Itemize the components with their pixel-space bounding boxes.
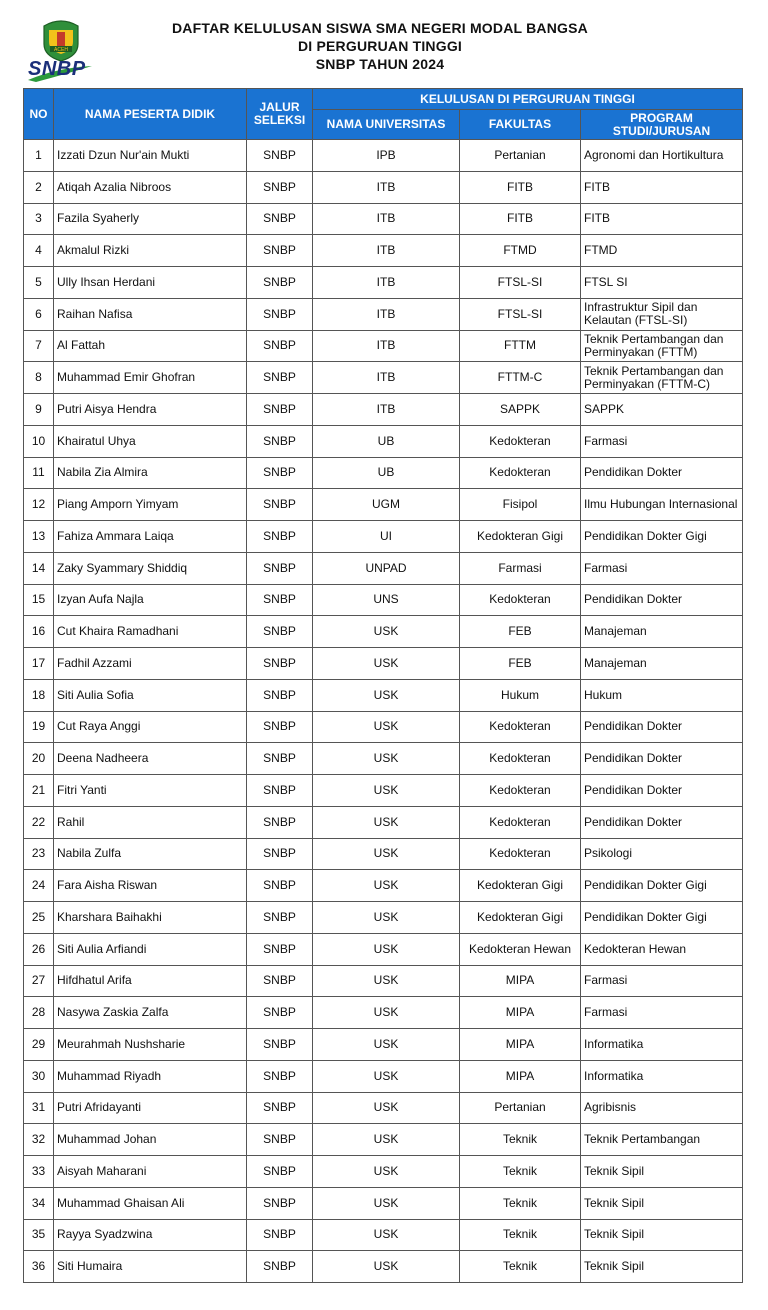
cell-fakultas: Teknik [460, 1124, 581, 1156]
table-row [24, 521, 743, 553]
cell-jalur: SNBP [247, 1124, 313, 1156]
cell-nama: Muhammad Emir Ghofran [54, 362, 247, 394]
header-jalur: JALUR SELEKSI [247, 89, 313, 140]
header-no: NO [24, 89, 54, 140]
cell-universitas: ITB [313, 330, 460, 362]
cell-program: Pendidikan Dokter [581, 584, 743, 616]
cell-program: Kedokteran Hewan [581, 933, 743, 965]
cell-fakultas: Teknik [460, 1251, 581, 1283]
snbp-logo [26, 14, 98, 80]
table-row [24, 362, 743, 394]
cell-no: 10 [24, 425, 54, 457]
cell-nama: Fitri Yanti [54, 775, 247, 807]
cell-nama: Rayya Syadzwina [54, 1219, 247, 1251]
cell-jalur: SNBP [247, 267, 313, 299]
cell-nama: Nabila Zulfa [54, 838, 247, 870]
cell-program: SAPPK [581, 394, 743, 426]
cell-universitas: USK [313, 806, 460, 838]
table-body [24, 140, 743, 1283]
cell-program: Pendidikan Dokter [581, 457, 743, 489]
cell-program: Teknik Pertambangan dan Perminyakan (FTTM) [581, 330, 743, 362]
table-row [24, 902, 743, 934]
table-row [24, 1251, 743, 1283]
cell-program: Agribisnis [581, 1092, 743, 1124]
cell-program: Infrastruktur Sipil dan Kelautan (FTSL-SI) [581, 298, 743, 330]
cell-program: Agronomi dan Hortikultura [581, 140, 743, 172]
cell-universitas: UB [313, 457, 460, 489]
cell-nama: Zaky Syammary Shiddiq [54, 552, 247, 584]
cell-no: 24 [24, 870, 54, 902]
cell-fakultas: FEB [460, 616, 581, 648]
header-fakultas: FAKULTAS [460, 110, 581, 140]
cell-jalur: SNBP [247, 679, 313, 711]
cell-program: Manajeman [581, 616, 743, 648]
cell-fakultas: FEB [460, 648, 581, 680]
cell-nama: Rahil [54, 806, 247, 838]
cell-no: 19 [24, 711, 54, 743]
cell-nama: Izyan Aufa Najla [54, 584, 247, 616]
cell-jalur: SNBP [247, 838, 313, 870]
cell-jalur: SNBP [247, 870, 313, 902]
cell-jalur: SNBP [247, 1029, 313, 1061]
table-row [24, 1219, 743, 1251]
cell-program: Informatika [581, 1029, 743, 1061]
cell-no: 30 [24, 1060, 54, 1092]
cell-no: 6 [24, 298, 54, 330]
cell-jalur: SNBP [247, 584, 313, 616]
cell-nama: Piang Amporn Yimyam [54, 489, 247, 521]
cell-fakultas: SAPPK [460, 394, 581, 426]
cell-jalur: SNBP [247, 902, 313, 934]
cell-fakultas: MIPA [460, 997, 581, 1029]
cell-fakultas: FTSL-SI [460, 298, 581, 330]
cell-no: 1 [24, 140, 54, 172]
cell-universitas: USK [313, 648, 460, 680]
cell-universitas: USK [313, 902, 460, 934]
table-row [24, 1092, 743, 1124]
cell-fakultas: MIPA [460, 965, 581, 997]
cell-jalur: SNBP [247, 235, 313, 267]
table-row [24, 616, 743, 648]
cell-jalur: SNBP [247, 1156, 313, 1188]
cell-nama: Siti Aulia Sofia [54, 679, 247, 711]
cell-jalur: SNBP [247, 775, 313, 807]
cell-nama: Fazila Syaherly [54, 203, 247, 235]
cell-universitas: USK [313, 1029, 460, 1061]
cell-fakultas: Pertanian [460, 1092, 581, 1124]
cell-nama: Raihan Nafisa [54, 298, 247, 330]
cell-fakultas: Kedokteran [460, 425, 581, 457]
cell-nama: Cut Raya Anggi [54, 711, 247, 743]
cell-nama: Hifdhatul Arifa [54, 965, 247, 997]
cell-nama: Ully Ihsan Herdani [54, 267, 247, 299]
cell-universitas: ITB [313, 235, 460, 267]
cell-jalur: SNBP [247, 997, 313, 1029]
cell-no: 18 [24, 679, 54, 711]
cell-no: 8 [24, 362, 54, 394]
title-line-1: DAFTAR KELULUSAN SISWA SMA NEGERI MODAL BANGSA [172, 20, 588, 36]
cell-fakultas: MIPA [460, 1060, 581, 1092]
cell-jalur: SNBP [247, 806, 313, 838]
cell-universitas: USK [313, 1060, 460, 1092]
table-row [24, 394, 743, 426]
svg-text:ACEH: ACEH [54, 47, 68, 53]
header-group: KELULUSAN DI PERGURUAN TINGGI [313, 89, 743, 110]
cell-program: Farmasi [581, 425, 743, 457]
cell-nama: Putri Afridayanti [54, 1092, 247, 1124]
title-line-3: SNBP TAHUN 2024 [315, 56, 445, 72]
cell-program: Teknik Sipil [581, 1219, 743, 1251]
cell-fakultas: MIPA [460, 1029, 581, 1061]
cell-no: 25 [24, 902, 54, 934]
table-row [24, 711, 743, 743]
cell-no: 35 [24, 1219, 54, 1251]
cell-universitas: USK [313, 1124, 460, 1156]
cell-no: 7 [24, 330, 54, 362]
cell-no: 14 [24, 552, 54, 584]
cell-jalur: SNBP [247, 1060, 313, 1092]
cell-no: 3 [24, 203, 54, 235]
cell-universitas: USK [313, 1219, 460, 1251]
cell-no: 21 [24, 775, 54, 807]
cell-nama: Muhammad Ghaisan Ali [54, 1187, 247, 1219]
table-row [24, 1124, 743, 1156]
cell-no: 34 [24, 1187, 54, 1219]
table-row [24, 870, 743, 902]
cell-nama: Khairatul Uhya [54, 425, 247, 457]
cell-fakultas: FITB [460, 203, 581, 235]
cell-universitas: USK [313, 1092, 460, 1124]
cell-fakultas: FTMD [460, 235, 581, 267]
cell-jalur: SNBP [247, 965, 313, 997]
cell-universitas: USK [313, 870, 460, 902]
table-row [24, 330, 743, 362]
cell-fakultas: Pertanian [460, 140, 581, 172]
cell-jalur: SNBP [247, 1187, 313, 1219]
cell-nama: Siti Aulia Arfiandi [54, 933, 247, 965]
table-row [24, 457, 743, 489]
table-row [24, 171, 743, 203]
cell-universitas: ITB [313, 171, 460, 203]
cell-no: 20 [24, 743, 54, 775]
cell-no: 32 [24, 1124, 54, 1156]
cell-program: Ilmu Hubungan Internasional [581, 489, 743, 521]
cell-jalur: SNBP [247, 616, 313, 648]
cell-universitas: UNPAD [313, 552, 460, 584]
cell-universitas: USK [313, 679, 460, 711]
cell-no: 15 [24, 584, 54, 616]
cell-fakultas: Kedokteran Gigi [460, 870, 581, 902]
cell-nama: Nasywa Zaskia Zalfa [54, 997, 247, 1029]
cell-program: Pendidikan Dokter [581, 775, 743, 807]
cell-fakultas: Kedokteran [460, 711, 581, 743]
table-row [24, 838, 743, 870]
cell-universitas: ITB [313, 298, 460, 330]
cell-program: Teknik Sipil [581, 1251, 743, 1283]
cell-jalur: SNBP [247, 521, 313, 553]
cell-fakultas: FTSL-SI [460, 267, 581, 299]
cell-jalur: SNBP [247, 203, 313, 235]
cell-program: FITB [581, 203, 743, 235]
cell-program: Teknik Pertambangan [581, 1124, 743, 1156]
cell-fakultas: Fisipol [460, 489, 581, 521]
cell-jalur: SNBP [247, 1219, 313, 1251]
cell-program: Farmasi [581, 997, 743, 1029]
cell-jalur: SNBP [247, 711, 313, 743]
cell-nama: Al Fattah [54, 330, 247, 362]
cell-universitas: USK [313, 1156, 460, 1188]
table-row [24, 1187, 743, 1219]
cell-program: Pendidikan Dokter [581, 743, 743, 775]
table-row [24, 997, 743, 1029]
cell-universitas: USK [313, 838, 460, 870]
table-row [24, 1060, 743, 1092]
cell-nama: Meurahmah Nushsharie [54, 1029, 247, 1061]
cell-nama: Putri Aisya Hendra [54, 394, 247, 426]
cell-nama: Nabila Zia Almira [54, 457, 247, 489]
cell-fakultas: Kedokteran [460, 775, 581, 807]
table-row [24, 203, 743, 235]
cell-jalur: SNBP [247, 394, 313, 426]
cell-program: Pendidikan Dokter [581, 711, 743, 743]
cell-program: Psikologi [581, 838, 743, 870]
cell-program: Hukum [581, 679, 743, 711]
cell-jalur: SNBP [247, 743, 313, 775]
cell-program: Informatika [581, 1060, 743, 1092]
table-row [24, 140, 743, 172]
table-row [24, 1029, 743, 1061]
cell-fakultas: FITB [460, 171, 581, 203]
cell-fakultas: Teknik [460, 1187, 581, 1219]
cell-no: 33 [24, 1156, 54, 1188]
cell-jalur: SNBP [247, 489, 313, 521]
cell-no: 2 [24, 171, 54, 203]
header-program: PROGRAM STUDI/JURUSAN [581, 110, 743, 140]
cell-universitas: USK [313, 711, 460, 743]
cell-universitas: USK [313, 933, 460, 965]
cell-no: 16 [24, 616, 54, 648]
cell-fakultas: Teknik [460, 1156, 581, 1188]
cell-universitas: UB [313, 425, 460, 457]
cell-nama: Deena Nadheera [54, 743, 247, 775]
cell-universitas: USK [313, 775, 460, 807]
cell-program: Pendidikan Dokter Gigi [581, 870, 743, 902]
cell-universitas: USK [313, 1187, 460, 1219]
cell-program: Teknik Pertambangan dan Perminyakan (FTTM-C) [581, 362, 743, 394]
cell-universitas: ITB [313, 203, 460, 235]
cell-jalur: SNBP [247, 362, 313, 394]
cell-program: Teknik Sipil [581, 1187, 743, 1219]
cell-universitas: ITB [313, 394, 460, 426]
cell-universitas: USK [313, 1251, 460, 1283]
cell-universitas: ITB [313, 362, 460, 394]
cell-program: Manajeman [581, 648, 743, 680]
cell-fakultas: Kedokteran [460, 584, 581, 616]
cell-nama: Muhammad Johan [54, 1124, 247, 1156]
cell-no: 31 [24, 1092, 54, 1124]
cell-no: 12 [24, 489, 54, 521]
cell-jalur: SNBP [247, 140, 313, 172]
header-universitas: NAMA UNIVERSITAS [313, 110, 460, 140]
table-row [24, 806, 743, 838]
cell-universitas: UNS [313, 584, 460, 616]
table-row [24, 933, 743, 965]
cell-no: 4 [24, 235, 54, 267]
table-row [24, 743, 743, 775]
cell-jalur: SNBP [247, 298, 313, 330]
cell-program: Teknik Sipil [581, 1156, 743, 1188]
cell-nama: Fahiza Ammara Laiqa [54, 521, 247, 553]
cell-nama: Izzati Dzun Nur'ain Mukti [54, 140, 247, 172]
aceh-emblem-icon [40, 16, 82, 62]
cell-jalur: SNBP [247, 648, 313, 680]
table-row [24, 425, 743, 457]
cell-fakultas: Kedokteran [460, 838, 581, 870]
table-row [24, 965, 743, 997]
cell-nama: Cut Khaira Ramadhani [54, 616, 247, 648]
cell-fakultas: FTTM [460, 330, 581, 362]
table-row [24, 267, 743, 299]
document-title [140, 19, 620, 73]
cell-program: Pendidikan Dokter [581, 806, 743, 838]
cell-fakultas: Kedokteran Gigi [460, 902, 581, 934]
cell-nama: Siti Humaira [54, 1251, 247, 1283]
table-row [24, 552, 743, 584]
table-row [24, 1156, 743, 1188]
cell-no: 17 [24, 648, 54, 680]
cell-no: 11 [24, 457, 54, 489]
cell-no: 27 [24, 965, 54, 997]
cell-jalur: SNBP [247, 425, 313, 457]
cell-fakultas: Hukum [460, 679, 581, 711]
cell-fakultas: Farmasi [460, 552, 581, 584]
cell-universitas: USK [313, 965, 460, 997]
cell-universitas: IPB [313, 140, 460, 172]
cell-no: 23 [24, 838, 54, 870]
cell-jalur: SNBP [247, 1251, 313, 1283]
cell-fakultas: Kedokteran [460, 806, 581, 838]
table-row [24, 679, 743, 711]
cell-nama: Kharshara Baihakhi [54, 902, 247, 934]
cell-universitas: UGM [313, 489, 460, 521]
cell-universitas: USK [313, 616, 460, 648]
cell-no: 5 [24, 267, 54, 299]
cell-nama: Akmalul Rizki [54, 235, 247, 267]
cell-no: 28 [24, 997, 54, 1029]
cell-program: FTMD [581, 235, 743, 267]
title-line-2: DI PERGURUAN TINGGI [297, 38, 463, 54]
table-row [24, 489, 743, 521]
cell-no: 9 [24, 394, 54, 426]
table-row [24, 584, 743, 616]
cell-nama: Fara Aisha Riswan [54, 870, 247, 902]
table-row [24, 775, 743, 807]
cell-universitas: UI [313, 521, 460, 553]
brand-logo-text: SNBP [28, 58, 86, 80]
cell-jalur: SNBP [247, 330, 313, 362]
cell-fakultas: Kedokteran Hewan [460, 933, 581, 965]
header-nama: NAMA PESERTA DIDIK [54, 89, 247, 140]
cell-program: Pendidikan Dokter Gigi [581, 902, 743, 934]
cell-nama: Fadhil Azzami [54, 648, 247, 680]
cell-jalur: SNBP [247, 933, 313, 965]
cell-program: Farmasi [581, 965, 743, 997]
cell-nama: Atiqah Azalia Nibroos [54, 171, 247, 203]
cell-program: FTSL SI [581, 267, 743, 299]
table-row [24, 235, 743, 267]
cell-fakultas: Kedokteran [460, 457, 581, 489]
cell-program: Farmasi [581, 552, 743, 584]
cell-universitas: USK [313, 743, 460, 775]
cell-universitas: USK [313, 997, 460, 1029]
cell-no: 36 [24, 1251, 54, 1283]
graduation-table [23, 88, 743, 1283]
cell-fakultas: Kedokteran Gigi [460, 521, 581, 553]
cell-program: Pendidikan Dokter Gigi [581, 521, 743, 553]
cell-nama: Muhammad Riyadh [54, 1060, 247, 1092]
cell-jalur: SNBP [247, 171, 313, 203]
cell-no: 29 [24, 1029, 54, 1061]
cell-no: 22 [24, 806, 54, 838]
table-row [24, 298, 743, 330]
cell-fakultas: Teknik [460, 1219, 581, 1251]
table-row [24, 648, 743, 680]
cell-fakultas: FTTM-C [460, 362, 581, 394]
cell-jalur: SNBP [247, 1092, 313, 1124]
cell-program: FITB [581, 171, 743, 203]
cell-fakultas: Kedokteran [460, 743, 581, 775]
cell-nama: Aisyah Maharani [54, 1156, 247, 1188]
cell-no: 13 [24, 521, 54, 553]
cell-jalur: SNBP [247, 552, 313, 584]
cell-universitas: ITB [313, 267, 460, 299]
cell-jalur: SNBP [247, 457, 313, 489]
cell-no: 26 [24, 933, 54, 965]
